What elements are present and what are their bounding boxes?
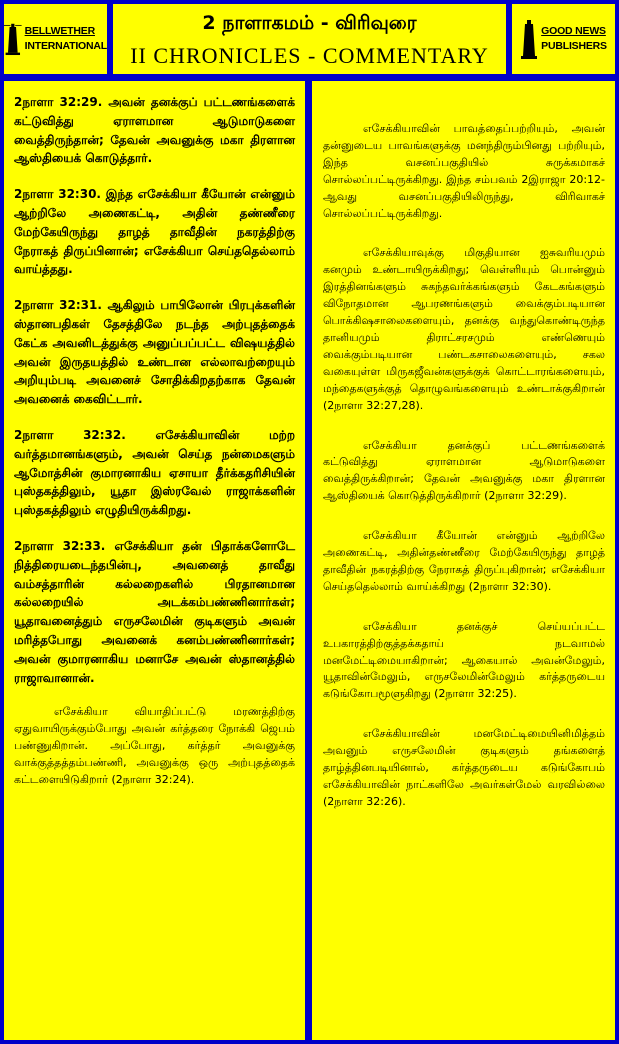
- lighthouse-icon: [520, 18, 538, 60]
- verse-paragraph: 2நாளா 32:33. எசேக்கியா தன் பிதாக்களோடே நித்திரையடைந்தபின்பு, அவனைத் தாவீது வம்சத்தாரின் கல்லறைகளில் பிரதானமான கல்லறையில் அடக்கம்பண்ணினார்கள்; யூதாவனைத்தும் எருசலேமின் குடிகளும் அவன் மரித்தபோது அவனைக் கனம்பண்ணினார்கள்; அவன் குமாரனாகிய மனாசே அவன் ஸ்தானத்தில் ராஜாவானான்.: [14, 538, 295, 685]
- commentary-paragraph: எசேக்கியா தனக்குப் பட்டணங்களைக் கட்டுவித்து ஏராளமான ஆடுமாடுகளை வைத்திருக்கிறான்; தேவன் அவனுக்கு மகா திரளான ஆஸ்தியைக் கொடுத்திருக்கிறார் (2நாளா 32:29).: [323, 438, 605, 503]
- title-english: II CHRONICLES - COMMENTARY: [130, 43, 489, 68]
- lighthouse-icon: [4, 18, 22, 60]
- publisher-logo-left: [4, 4, 107, 74]
- publisher-logo-right: [512, 4, 615, 74]
- logo-left-line-2: INTERNATIONAL: [24, 40, 107, 52]
- right-column-commentary: [312, 81, 615, 1040]
- verse-paragraph: 2நாளா 32:29. அவன் தனக்குப் பட்டணங்களைக் கட்டுவித்து ஏராளமான ஆடுமாடுகளை வைத்திருந்தான்; தேவன் அவனுக்கு மகா திரளான ஆஸ்தியைக் கொடுத்தார்.: [14, 95, 295, 166]
- title-tamil: 2 நாளாகமம் - விரிவுரை: [202, 12, 417, 34]
- header-title: [113, 4, 506, 74]
- commentary-paragraph: எசேக்கியா கீயோன் என்னும் ஆற்றிலே அணைகட்டி, அதின்தண்ணீரை மேற்கேயிருந்து தாழத் தாவீதின் நகரத்திற்கு நேராகத் திருப்புகிறான்; எசேக்கியா செய்ததெல்லாம் வாய்க்கிறது (2நாளா 32:30).: [323, 529, 605, 593]
- verse-paragraph: 2நாளா 32:32. எசேக்கியாவின் மற்ற வர்த்தமானங்களும், அவன் செய்த நன்மைகளும் ஆமோத்சின் குமாரனாகிய ஏசாயா தீர்க்கதரிசியின் புஸ்தகத்திலும், யூதா இஸ்ரவேல் ராஜாக்களின் புஸ்தகத்திலும் எழுதியிருக்கிறது.: [14, 427, 295, 518]
- logo-left-line-1: BELLWETHER: [24, 25, 95, 37]
- commentary-paragraph: எசேக்கியாவுக்கு மிகுதியான ஐசுவரியமும் கனமும் உண்டாயிருக்கிறது; வெள்ளியும் பொன்னும் இரத்தினங்களும் சுகந்தவர்க்கங்களும் கேடகங்களும் விநோதமான ஆபரணங்களும் வைக்கும்படியான பொக்கிஷசாலைகளையும், தனக்கு வந்துகொண்டிருந்த தானியமும் திராட்சரசமும் எண்ணெயும் வைக்கும்படியான பண்டகசாலைகளையும், சகல வகையுள்ள மிருகஜீவன்களுக்குக் கொட்டாரங்களையும், மந்தைகளுக்குத் தொழுவங்களையும் உண்டாக்குகிறான் (2நாளா 32:27,28).: [323, 246, 605, 412]
- logo-right-line-1: GOOD NEWS: [541, 25, 606, 37]
- commentary-paragraph: எசேக்கியா தனக்குச் செய்யப்பட்ட உபகாரத்திற்குத்தக்கதாய் நடவாமல் மனமேட்டிமையாகிறான்; ஆகையால் அவன்மேலும், யூதாவின்மேலும், எருசலேமின்மேலும் கர்த்தருடைய கடுங்கோபமூளுகிறது (2நாளா 32:25).: [323, 619, 605, 701]
- commentary-paragraph: எசேக்கியா வியாதிப்பட்டு மரணத்திற்கு ஏதுவாயிருக்கும்போது அவன் கர்த்தரை நோக்கி ஜெபம் பண்ணுகிறான். அப்போது, கர்த்தர் அவனுக்கு வாக்குத்தத்தம்பண்ணி, அவனுக்கு ஒரு அற்புதத்தைக் கட்டளையிடுகிறார் (2நாளா 32:24).: [14, 705, 295, 786]
- commentary-paragraph: எசேக்கியாவின் பாவத்தைப்பற்றியும், அவன் தன்னுடைய பாவங்களுக்கு மனந்திரும்பினது பற்றியும், இந்த வசனப்பகுதியில் சுருக்கமாகச் சொல்லப்பட்டிருக்கிறது. இந்த சம்பவம் 2இராஜா 20:12-ஆவது வசனப்பகுதியிலிருந்து, விரிவாகச் சொல்லப்பட்டிருக்கிறது.: [323, 122, 605, 220]
- left-column-verses: [4, 81, 305, 1040]
- verse-paragraph: 2நாளா 32:31. ஆகிலும் பாபிலோன் பிரபுக்களின் ஸ்தானபதிகள் தேசத்திலே நடந்த அற்புதத்தைக் கேட்க அவனிடத்துக்கு அனுப்பப்பட்ட விஷயத்தில் அவன் இருதயத்தில் உண்டான எல்லாவற்றையும் அறியும்படி அவனைச் சோதிக்கிறதற்காக தேவன் அவனைக் கைவிட்டார்.: [14, 298, 295, 407]
- logo-right-line-2: PUBLISHERS: [541, 40, 607, 52]
- verse-paragraph: 2நாளா 32:30. இந்த எசேக்கியா கீயோன் என்னும் ஆற்றிலே அணைகட்டி, அதின் தண்ணீரை மேற்கேயிருந்து தாழத் தாவீதின் நகரத்திற்கு நேராகத் திருப்பினான்; எசேக்கியா செய்ததெல்லாம் வாய்த்தது.: [14, 187, 295, 277]
- commentary-paragraph: எசேக்கியாவின் மனமேட்டிமையினிமித்தம் அவனும் எருசலேமின் குடிகளும் தங்களைத் தாழ்த்தினபடியினால், கர்த்தருடைய கடுங்கோபம் எசேக்கியாவின் நாட்களிலே அவர்கள்மேல் வரவில்லை (2நாளா 32:26).: [323, 727, 605, 808]
